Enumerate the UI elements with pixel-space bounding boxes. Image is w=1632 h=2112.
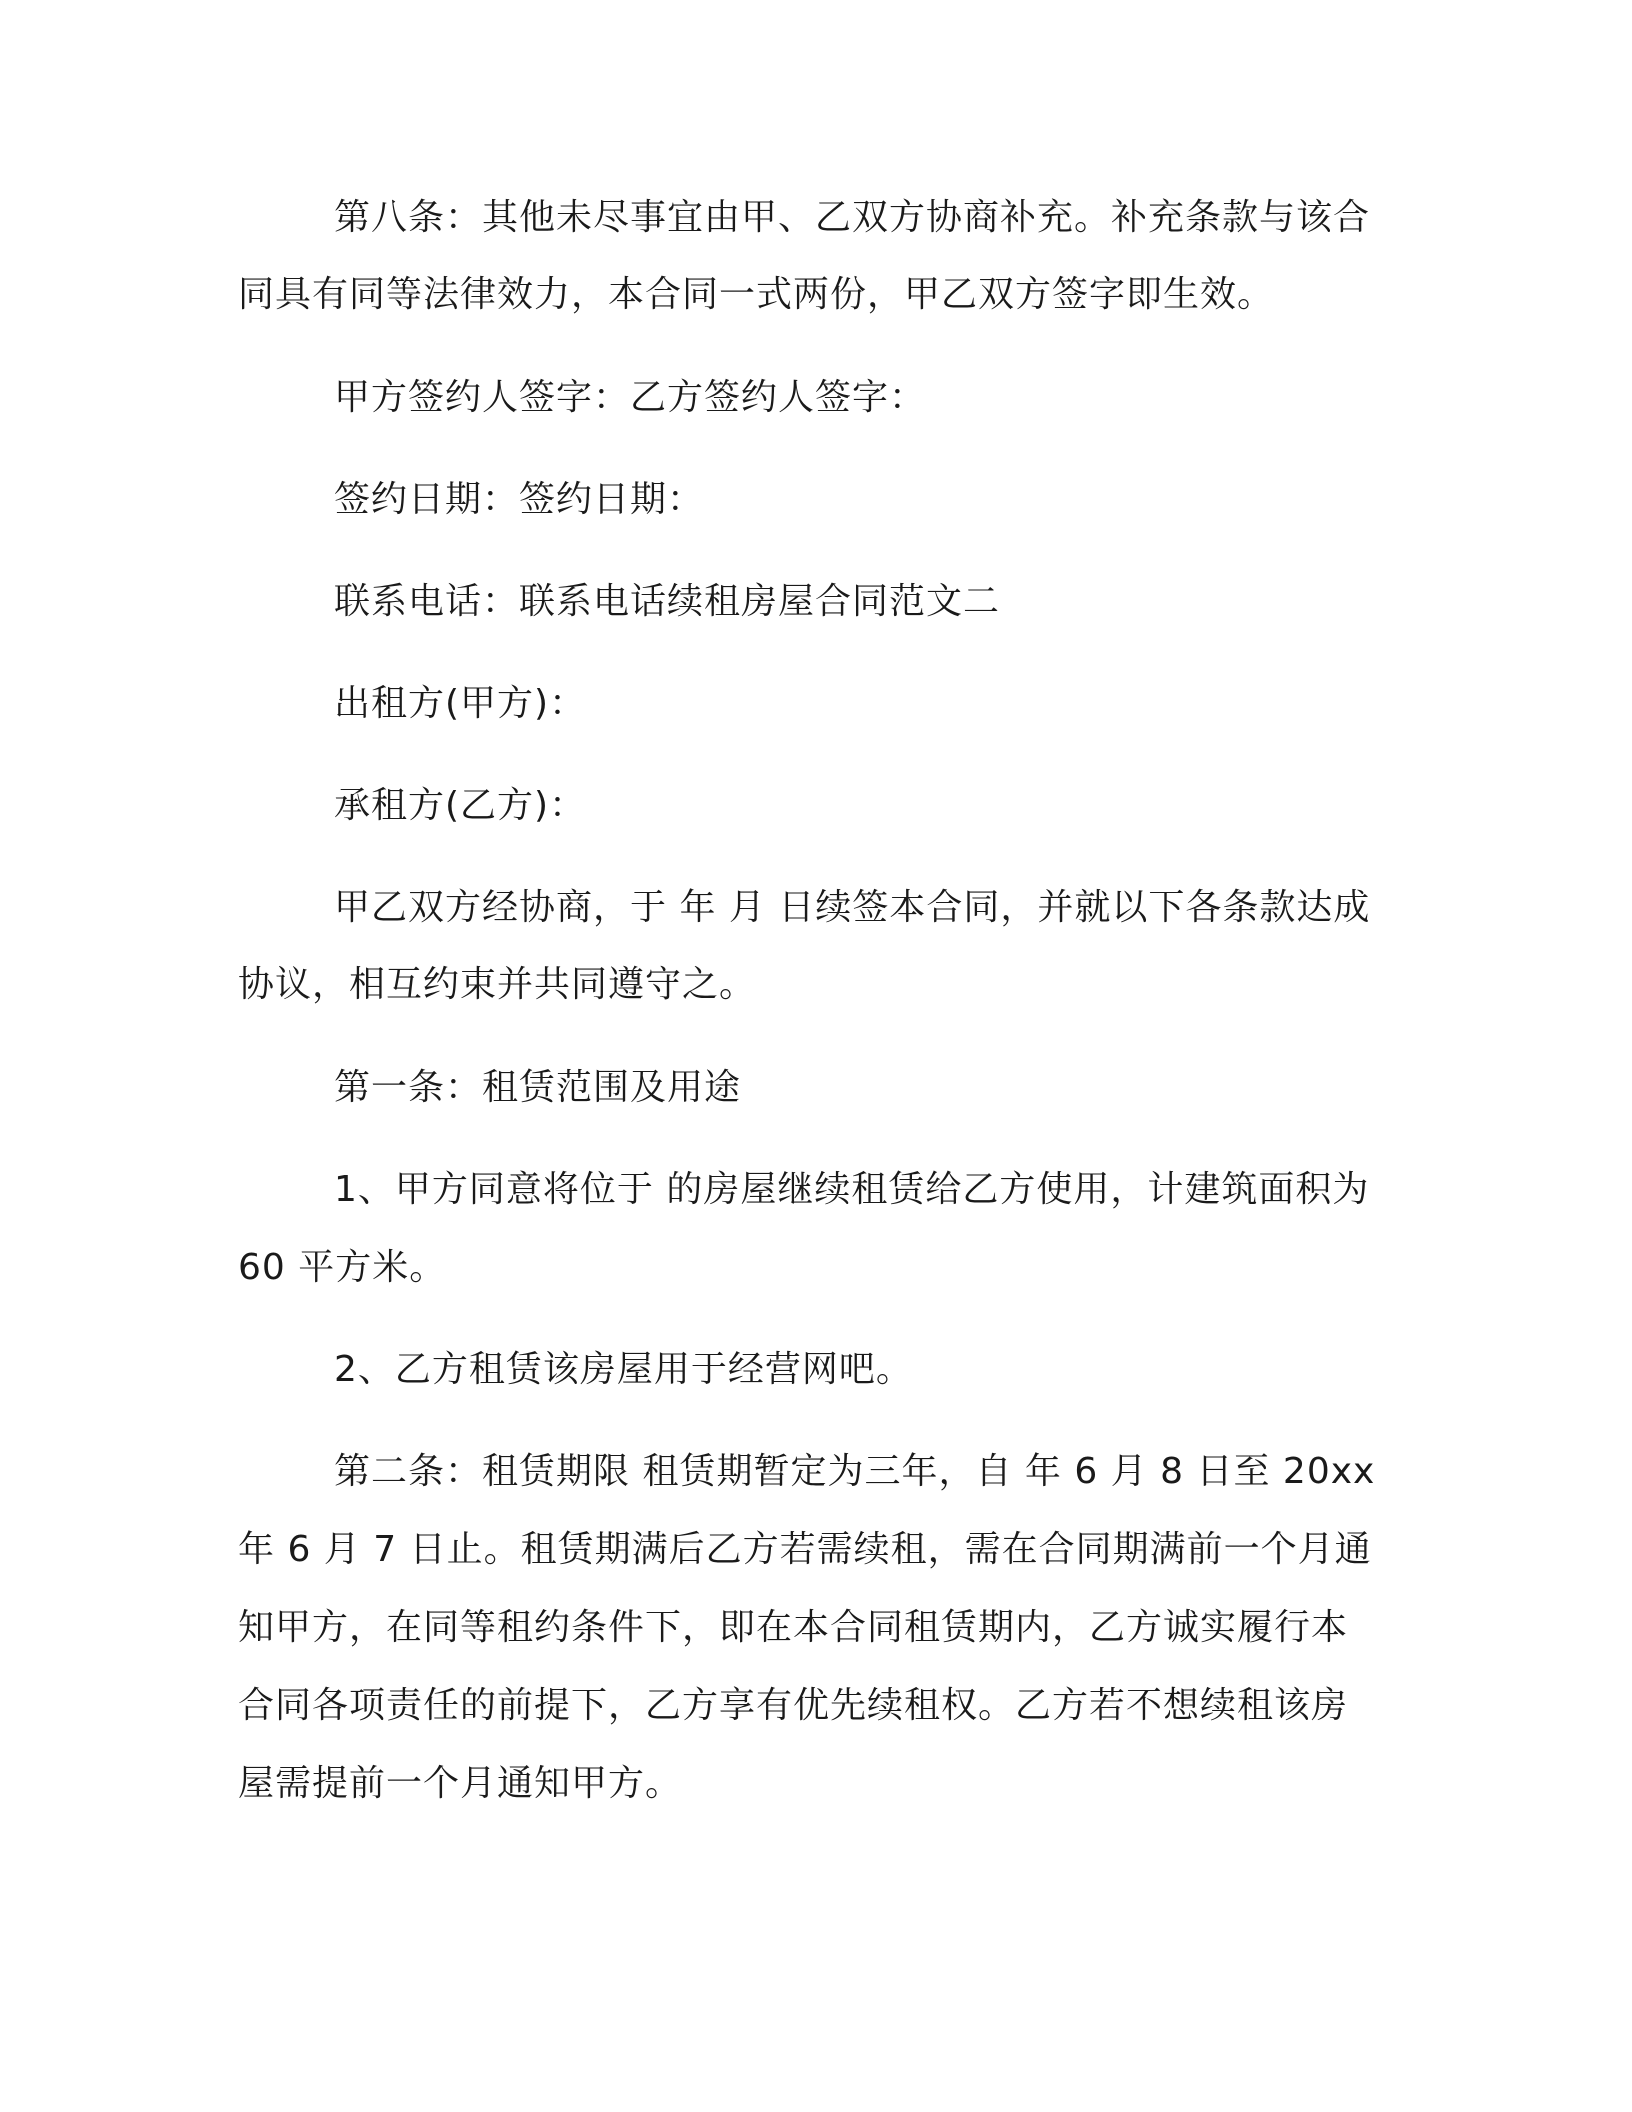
preamble-line-1: 甲乙双方经协商，于 年 月 日续签本合同，并就以下各条款达成: [334, 887, 1371, 928]
clause-2-line-2: 年 6 月 7 日止。租赁期满后乙方若需续租，需在合同期满前一个月通: [238, 1529, 1372, 1570]
clause-8-line-1: 第八条：其他未尽事宜由甲、乙双方协商补充。补充条款与该合: [334, 197, 1371, 238]
clause-8-line-2: 同具有同等法律效力，本合同一式两份，甲乙双方签字即生效。: [238, 274, 1275, 315]
clause-1-item-1-line-1: 1、甲方同意将位于 的房屋继续租赁给乙方使用，计建筑面积为: [334, 1169, 1370, 1210]
preamble-line-2: 协议，相互约束并共同遵守之。: [238, 964, 757, 1005]
signature-line: 甲方签约人签字：乙方签约人签字：: [334, 377, 927, 418]
sign-date-line: 签约日期：签约日期：: [334, 479, 705, 520]
clause-2-line-1: 第二条：租赁期限 租赁期暂定为三年，自 年 6 月 8 日至 20xx: [334, 1451, 1376, 1492]
clause-1-heading: 第一条：租赁范围及用途: [334, 1067, 742, 1108]
contact-phone-line: 联系电话：联系电话续租房屋合同范文二: [334, 581, 1001, 622]
clause-2-line-3: 知甲方，在同等租约条件下，即在本合同租赁期内，乙方诚实履行本: [238, 1607, 1349, 1648]
clause-1-item-1-line-2: 60 平方米。: [238, 1247, 447, 1288]
lessee-line: 承租方(乙方)：: [334, 785, 587, 826]
lessor-line: 出租方(甲方)：: [334, 683, 587, 724]
clause-1-item-2: 2、乙方租赁该房屋用于经营网吧。: [334, 1349, 913, 1390]
clause-2-line-4: 合同各项责任的前提下，乙方享有优先续租权。乙方若不想续租该房: [238, 1685, 1349, 1726]
clause-2-line-5: 屋需提前一个月通知甲方。: [238, 1763, 683, 1804]
